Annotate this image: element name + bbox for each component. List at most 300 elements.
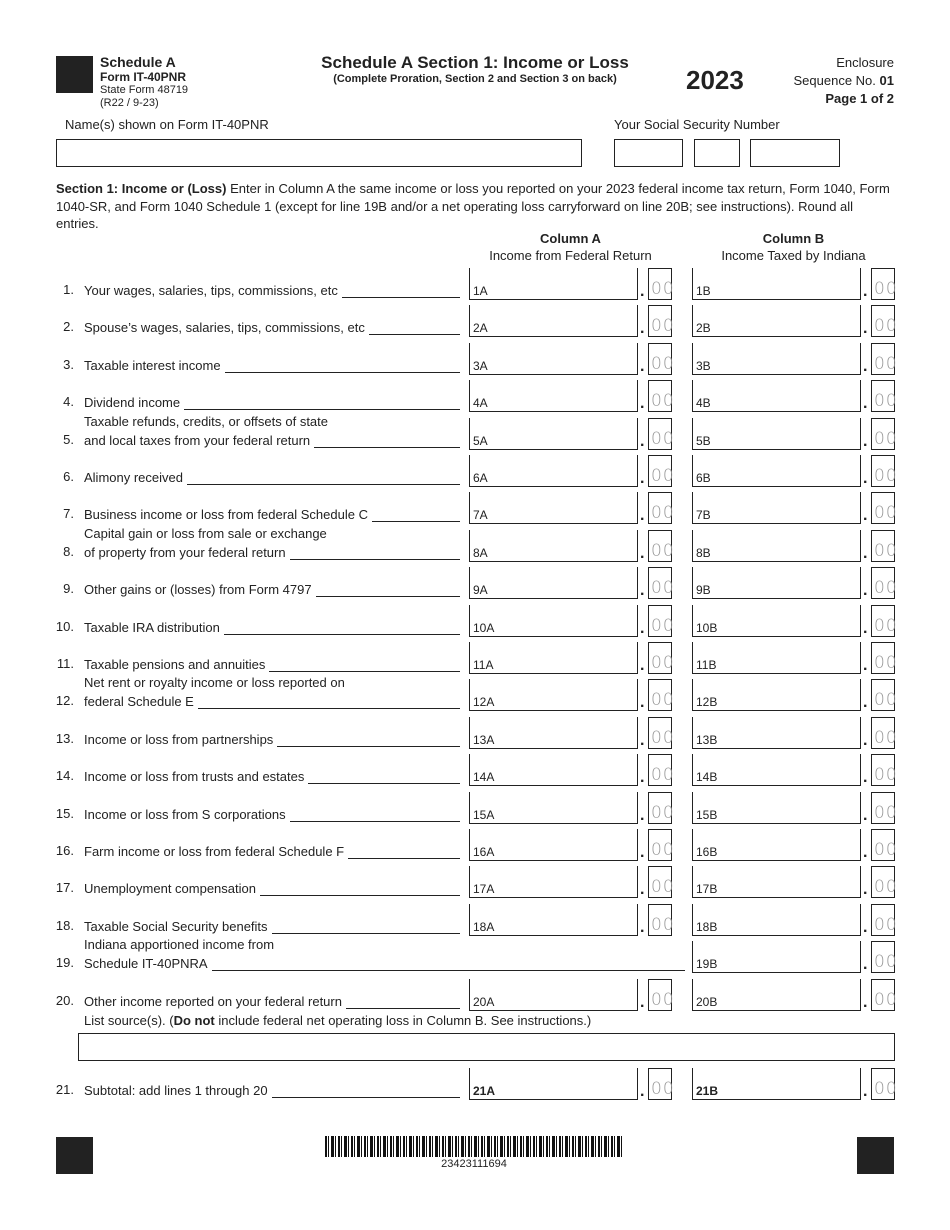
leader-line <box>308 783 460 784</box>
cents-placeholder: 00 <box>651 503 675 524</box>
ssn-label: Your Social Security Number <box>614 117 780 132</box>
decimal-point: . <box>863 1083 868 1100</box>
field-20b-dollars[interactable] <box>692 979 861 1011</box>
line-number: 20. <box>55 992 74 1008</box>
leader-line <box>314 447 460 448</box>
field-2a-code: 2A <box>473 321 488 336</box>
line-label: Other income reported on your federal return <box>84 993 342 1009</box>
decimal-point: . <box>863 582 868 600</box>
field-4a-cents[interactable] <box>648 380 675 412</box>
field-14a-code: 14A <box>473 770 495 785</box>
names-label: Name(s) shown on Form IT-40PNR <box>65 117 269 132</box>
field-18b-cents[interactable] <box>871 904 898 936</box>
leader-line <box>212 970 685 971</box>
field-1a-cents[interactable] <box>648 268 675 300</box>
cents-placeholder: 00 <box>874 540 898 561</box>
field-16a-dollars[interactable] <box>469 829 638 861</box>
cents-placeholder: 00 <box>874 653 898 673</box>
column-b-title: Column B <box>762 231 825 246</box>
line-number: 12. <box>55 693 74 709</box>
line-number: 11. <box>56 656 74 671</box>
cents-placeholder: 00 <box>874 279 898 299</box>
field-10a-cents[interactable] <box>648 605 675 637</box>
line-number: 21. <box>55 1082 74 1097</box>
state-form-number: State Form 48719 <box>100 84 189 96</box>
ssn-input-part-2[interactable] <box>694 139 740 167</box>
line-label-cont: and local taxes from your federal return <box>84 432 311 448</box>
field-14b-code: 14B <box>696 770 718 785</box>
field-15b-code: 15B <box>696 807 718 822</box>
field-9b-code: 9B <box>696 583 711 598</box>
list-source-input[interactable] <box>78 1033 895 1061</box>
names-input[interactable] <box>56 139 582 167</box>
field-11b-cents[interactable] <box>871 642 898 674</box>
field-8b-dollars[interactable] <box>692 530 861 562</box>
line-label: Capital gain or loss from sale or exchange <box>84 525 327 541</box>
section-heading: Section 1: Income or (Loss) <box>56 181 227 196</box>
enclosure-label: Enclosure <box>836 55 894 70</box>
decimal-point: . <box>640 619 645 637</box>
leader-line <box>187 484 460 485</box>
cents-placeholder: 00 <box>874 1079 898 1099</box>
field-18a-code: 18A <box>473 919 495 934</box>
cents-placeholder: 00 <box>874 353 898 374</box>
field-16a-cents[interactable] <box>648 829 675 861</box>
field-20b-cents[interactable] <box>871 979 898 1011</box>
cents-placeholder: 00 <box>874 428 898 449</box>
field-5a-code: 5A <box>473 433 488 448</box>
form-id-block <box>100 54 188 110</box>
line-label: Income or loss from partnerships <box>84 731 274 747</box>
field-17a-cents[interactable] <box>648 866 675 898</box>
cents-placeholder: 00 <box>874 578 898 599</box>
line-number: 9. <box>63 581 74 597</box>
line-label-cont: Schedule IT-40PNRA <box>84 956 208 972</box>
field-6a-dollars[interactable] <box>469 455 638 487</box>
field-18b-dollars[interactable] <box>692 904 861 936</box>
barcode-image <box>325 1136 623 1157</box>
line-number: 4. <box>63 394 74 410</box>
field-1a-code: 1A <box>473 284 488 298</box>
decimal-point: . <box>640 582 645 600</box>
line-number: 13. <box>55 730 74 746</box>
field-2b-dollars[interactable] <box>692 305 861 337</box>
decimal-point: . <box>640 731 645 749</box>
decimal-point: . <box>863 507 868 525</box>
field-14b-cents[interactable] <box>871 754 898 786</box>
decimal-point: . <box>640 544 645 562</box>
field-9b-cents[interactable] <box>871 567 898 599</box>
decimal-point: . <box>640 918 645 936</box>
line-label: Net rent or royalty income or loss reported on <box>84 675 345 691</box>
cents-placeholder: 00 <box>651 989 675 1010</box>
field-10b-dollars[interactable] <box>692 605 861 637</box>
cents-placeholder: 00 <box>651 316 675 337</box>
line-label: Taxable refunds, credits, or offsets of state <box>84 413 328 429</box>
field-16a-code: 16A <box>473 845 495 859</box>
field-14b-dollars[interactable] <box>692 754 861 786</box>
decimal-point: . <box>863 357 868 375</box>
cents-placeholder: 00 <box>874 989 898 1010</box>
decimal-point: . <box>863 844 868 861</box>
line-label: Alimony received <box>84 470 183 485</box>
leader-line <box>272 1097 460 1098</box>
line-label: Farm income or loss from federal Schedule F <box>84 844 345 859</box>
decimal-point: . <box>640 395 645 413</box>
decimal-point: . <box>863 619 868 637</box>
decimal-point: . <box>640 357 645 375</box>
leader-line <box>269 671 460 672</box>
decimal-point: . <box>640 320 645 338</box>
decimal-point: . <box>863 993 868 1011</box>
decimal-point: . <box>640 1083 645 1100</box>
enclosure-block <box>794 54 895 108</box>
line-label: Subtotal: add lines 1 through 20 <box>84 1083 268 1098</box>
field-11a-cents[interactable] <box>648 642 675 674</box>
leader-line <box>290 821 460 822</box>
line-label: Taxable IRA distribution <box>84 619 220 635</box>
field-12b-dollars[interactable] <box>692 679 861 711</box>
field-6a-code: 6A <box>473 471 488 485</box>
ssn-input-part-1[interactable] <box>614 139 683 167</box>
field-4a-code: 4A <box>473 396 488 411</box>
line-label: Other gains or (losses) from Form 4797 <box>84 582 312 598</box>
field-10b-code: 10B <box>696 620 718 635</box>
field-15a-cents[interactable] <box>648 792 675 824</box>
field-15b-cents[interactable] <box>871 792 898 824</box>
cents-placeholder: 00 <box>651 727 675 748</box>
field-16b-code: 16B <box>696 845 718 859</box>
cents-placeholder: 00 <box>874 914 898 935</box>
field-3b-dollars[interactable] <box>692 343 861 375</box>
field-5b-code: 5B <box>696 433 711 448</box>
field-17a-dollars[interactable] <box>469 866 638 898</box>
field-3b-cents[interactable] <box>871 343 898 375</box>
line-label-cont: federal Schedule E <box>84 694 194 710</box>
field-12b-code: 12B <box>696 695 718 710</box>
decimal-point: . <box>640 470 645 487</box>
leader-line <box>225 372 460 373</box>
field-21b-dollars[interactable] <box>692 1068 861 1100</box>
list-source-bold: Do not <box>173 1013 215 1028</box>
field-19b-dollars[interactable] <box>692 941 861 973</box>
field-13b-code: 13B <box>696 732 718 747</box>
ssn-input-part-3[interactable] <box>750 139 840 167</box>
decimal-point: . <box>640 844 645 861</box>
field-4b-cents[interactable] <box>871 380 898 412</box>
leader-line <box>290 559 460 560</box>
field-11b-dollars[interactable] <box>692 642 861 674</box>
field-4b-dollars[interactable] <box>692 380 861 412</box>
field-18a-cents[interactable] <box>648 904 675 936</box>
line-number: 1. <box>63 282 74 297</box>
list-source-prefix: List source(s). ( <box>84 1013 174 1028</box>
line-number: 2. <box>63 319 74 335</box>
cents-placeholder: 00 <box>874 727 898 748</box>
decimal-point: . <box>863 283 868 300</box>
cents-placeholder: 00 <box>874 391 898 412</box>
field-13a-dollars[interactable] <box>469 717 638 749</box>
cents-placeholder: 00 <box>651 765 675 786</box>
field-1b-dollars[interactable] <box>692 268 861 300</box>
decimal-point: . <box>863 657 868 674</box>
cents-placeholder: 00 <box>651 615 675 636</box>
cents-placeholder: 00 <box>874 615 898 636</box>
tax-year: 2023 <box>686 65 744 95</box>
cents-placeholder: 00 <box>651 353 675 374</box>
cents-placeholder: 00 <box>874 840 898 860</box>
decimal-point: . <box>863 881 868 899</box>
sequence-value: 01 <box>879 73 894 88</box>
field-2b-cents[interactable] <box>871 305 898 337</box>
field-6a-cents[interactable] <box>648 455 675 487</box>
leader-line <box>260 895 460 896</box>
decimal-point: . <box>640 806 645 824</box>
field-18a-dollars[interactable] <box>469 904 638 936</box>
decimal-point: . <box>863 769 868 787</box>
field-7b-cents[interactable] <box>871 492 898 524</box>
leader-line <box>346 1008 460 1009</box>
decimal-point: . <box>640 507 645 525</box>
cents-placeholder: 00 <box>651 690 675 711</box>
field-16b-cents[interactable] <box>871 829 898 861</box>
field-9a-dollars[interactable] <box>469 567 638 599</box>
field-7a-dollars[interactable] <box>469 492 638 524</box>
field-1a-dollars[interactable] <box>469 268 638 300</box>
cents-placeholder: 00 <box>651 1079 675 1099</box>
field-16b-dollars[interactable] <box>692 829 861 861</box>
leader-line <box>224 634 460 635</box>
field-10a-code: 10A <box>473 620 495 635</box>
line-label: Business income or loss from federal Schedule C <box>84 507 368 523</box>
field-14a-dollars[interactable] <box>469 754 638 786</box>
decimal-point: . <box>640 694 645 712</box>
field-2b-code: 2B <box>696 321 711 336</box>
field-19b-code: 19B <box>696 957 718 972</box>
decimal-point: . <box>640 283 645 300</box>
decimal-point: . <box>640 432 645 450</box>
line-label: Spouse’s wages, salaries, tips, commissions, etc <box>84 320 365 336</box>
decimal-point: . <box>863 731 868 749</box>
line-label: Indiana apportioned income from <box>84 937 275 953</box>
line-label: Your wages, salaries, tips, commissions, etc <box>84 283 338 298</box>
line-label: Taxable Social Security benefits <box>84 918 268 934</box>
cents-placeholder: 00 <box>874 690 898 711</box>
field-11b-code: 11B <box>696 658 717 672</box>
line-label: Dividend income <box>84 395 181 411</box>
field-15a-dollars[interactable] <box>469 792 638 824</box>
field-6b-code: 6B <box>696 471 711 485</box>
field-9b-dollars[interactable] <box>692 567 861 599</box>
field-9a-cents[interactable] <box>648 567 675 599</box>
field-21a-code: 21A <box>473 1084 496 1098</box>
field-7a-cents[interactable] <box>648 492 675 524</box>
field-17a-code: 17A <box>473 882 495 897</box>
line-number: 5. <box>63 431 74 447</box>
line-label: Income or loss from S corporations <box>84 806 286 822</box>
decimal-point: . <box>863 470 868 487</box>
line-number: 18. <box>55 917 74 933</box>
cents-placeholder: 00 <box>651 914 675 935</box>
decimal-point: . <box>640 657 645 674</box>
field-12a-dollars[interactable] <box>469 679 638 711</box>
field-5b-cents[interactable] <box>871 418 898 450</box>
registration-mark-bottom-right <box>857 1137 894 1174</box>
leader-line <box>184 409 460 410</box>
line-label: Taxable pensions and annuities <box>84 657 266 672</box>
form-number: Form IT-40PNR <box>100 70 187 84</box>
cents-placeholder: 00 <box>651 840 675 860</box>
cents-placeholder: 00 <box>874 503 898 524</box>
field-13a-cents[interactable] <box>648 717 675 749</box>
line-number: 10. <box>55 618 74 634</box>
field-6b-cents[interactable] <box>871 455 898 487</box>
revision-date: (R22 / 9-23) <box>100 97 159 109</box>
field-19b-cents[interactable] <box>871 941 898 973</box>
field-20a-dollars[interactable] <box>469 979 638 1011</box>
leader-line <box>316 596 460 597</box>
field-3a-dollars[interactable] <box>469 343 638 375</box>
cents-placeholder: 00 <box>874 316 898 337</box>
page-title: Schedule A Section 1: Income or Loss <box>321 53 629 72</box>
decimal-point: . <box>863 320 868 338</box>
field-5a-cents[interactable] <box>648 418 675 450</box>
decimal-point: . <box>863 956 868 974</box>
field-2a-cents[interactable] <box>648 305 675 337</box>
field-15a-code: 15A <box>473 807 495 822</box>
barcode-number: 23423111694 <box>441 1158 507 1170</box>
field-12b-cents[interactable] <box>871 679 898 711</box>
decimal-point: . <box>863 694 868 712</box>
field-4b-code: 4B <box>696 396 711 411</box>
line-number: 14. <box>55 768 74 784</box>
registration-mark-top-left <box>56 56 93 93</box>
field-1b-cents[interactable] <box>871 268 898 300</box>
field-8a-cents[interactable] <box>648 530 675 562</box>
decimal-point: . <box>863 544 868 562</box>
registration-mark-bottom-left <box>56 1137 93 1174</box>
field-17b-code: 17B <box>696 882 718 897</box>
leader-line <box>348 858 460 859</box>
line-number: 8. <box>63 543 74 559</box>
schedule-name: Schedule A <box>100 54 176 70</box>
cents-placeholder: 00 <box>874 466 898 486</box>
field-5a-dollars[interactable] <box>469 418 638 450</box>
cents-placeholder: 00 <box>651 279 675 299</box>
section-instructions <box>56 180 896 233</box>
line-label: Taxable interest income <box>84 357 221 373</box>
cents-placeholder: 00 <box>651 540 675 561</box>
field-4a-dollars[interactable] <box>469 380 638 412</box>
cents-placeholder: 00 <box>874 877 898 898</box>
field-8b-cents[interactable] <box>871 530 898 562</box>
decimal-point: . <box>863 395 868 413</box>
cents-placeholder: 00 <box>651 391 675 412</box>
decimal-point: . <box>863 432 868 450</box>
field-9a-code: 9A <box>473 583 488 598</box>
field-20a-code: 20A <box>473 994 495 1009</box>
field-13a-code: 13A <box>473 732 495 747</box>
field-8a-code: 8A <box>473 545 488 560</box>
field-7b-dollars[interactable] <box>692 492 861 524</box>
decimal-point: . <box>640 993 645 1011</box>
cents-placeholder: 00 <box>651 653 675 673</box>
field-21a-cents[interactable] <box>648 1068 675 1100</box>
line-number: 19. <box>55 955 74 971</box>
line-label: Unemployment compensation <box>84 881 256 897</box>
decimal-point: . <box>863 918 868 936</box>
field-18b-code: 18B <box>696 919 718 934</box>
field-8b-code: 8B <box>696 545 711 560</box>
sequence-number <box>794 72 895 90</box>
cents-placeholder: 00 <box>651 877 675 898</box>
field-15b-dollars[interactable] <box>692 792 861 824</box>
page-count: Page 1 of 2 <box>825 91 894 106</box>
cents-placeholder: 00 <box>651 466 675 486</box>
section-text: Enter in Column A the same income or loss you reported on your 2023 federal income tax return, Form 1040, Form 1040-SR, and Form 1040 Schedule 1 (except for line 19B and/or a net operating loss carryforward on line 20B; see instructions). Round all entries. <box>56 181 890 231</box>
line-number: 15. <box>55 805 74 821</box>
field-21b-cents[interactable] <box>871 1068 898 1100</box>
cents-placeholder: 00 <box>651 578 675 599</box>
field-14a-cents[interactable] <box>648 754 675 786</box>
leader-line <box>272 933 460 934</box>
decimal-point: . <box>863 806 868 824</box>
field-7a-code: 7A <box>473 508 488 523</box>
decimal-point: . <box>640 881 645 899</box>
sequence-label: Sequence No. <box>793 73 876 88</box>
field-10a-dollars[interactable] <box>469 605 638 637</box>
field-2a-dollars[interactable] <box>469 305 638 337</box>
cents-placeholder: 00 <box>874 802 898 823</box>
line-number: 16. <box>55 843 74 858</box>
field-13b-dollars[interactable] <box>692 717 861 749</box>
field-17b-cents[interactable] <box>871 866 898 898</box>
field-3b-code: 3B <box>696 358 711 373</box>
field-5b-dollars[interactable] <box>692 418 861 450</box>
list-source-note <box>84 1013 591 1028</box>
field-11a-code: 11A <box>473 658 494 672</box>
line-label: Income or loss from trusts and estates <box>84 769 305 785</box>
decimal-point: . <box>640 769 645 787</box>
field-21b-code: 21B <box>696 1084 719 1098</box>
page-subtitle: (Complete Proration, Section 2 and Section 3 on back) <box>333 73 617 85</box>
line-number: 6. <box>63 469 74 484</box>
leader-line <box>198 708 460 709</box>
field-11a-dollars[interactable] <box>469 642 638 674</box>
field-20a-cents[interactable] <box>648 979 675 1011</box>
field-17b-dollars[interactable] <box>692 866 861 898</box>
cents-placeholder: 00 <box>651 802 675 823</box>
field-12a-code: 12A <box>473 695 495 710</box>
field-3a-code: 3A <box>473 358 488 373</box>
field-8a-dollars[interactable] <box>469 530 638 562</box>
field-6b-dollars[interactable] <box>692 455 861 487</box>
field-3a-cents[interactable] <box>648 343 675 375</box>
column-b-subtitle: Income Taxed by Indiana <box>721 248 866 263</box>
field-20b-code: 20B <box>696 994 718 1009</box>
leader-line <box>369 334 460 335</box>
column-a-title: Column A <box>540 231 601 246</box>
leader-line <box>342 297 460 298</box>
line-number: 3. <box>63 356 74 372</box>
leader-line <box>372 521 460 522</box>
field-12a-cents[interactable] <box>648 679 675 711</box>
field-1b-code: 1B <box>696 284 711 298</box>
leader-line <box>277 746 460 747</box>
field-13b-cents[interactable] <box>871 717 898 749</box>
field-21a-dollars[interactable] <box>469 1068 638 1100</box>
field-10b-cents[interactable] <box>871 605 898 637</box>
